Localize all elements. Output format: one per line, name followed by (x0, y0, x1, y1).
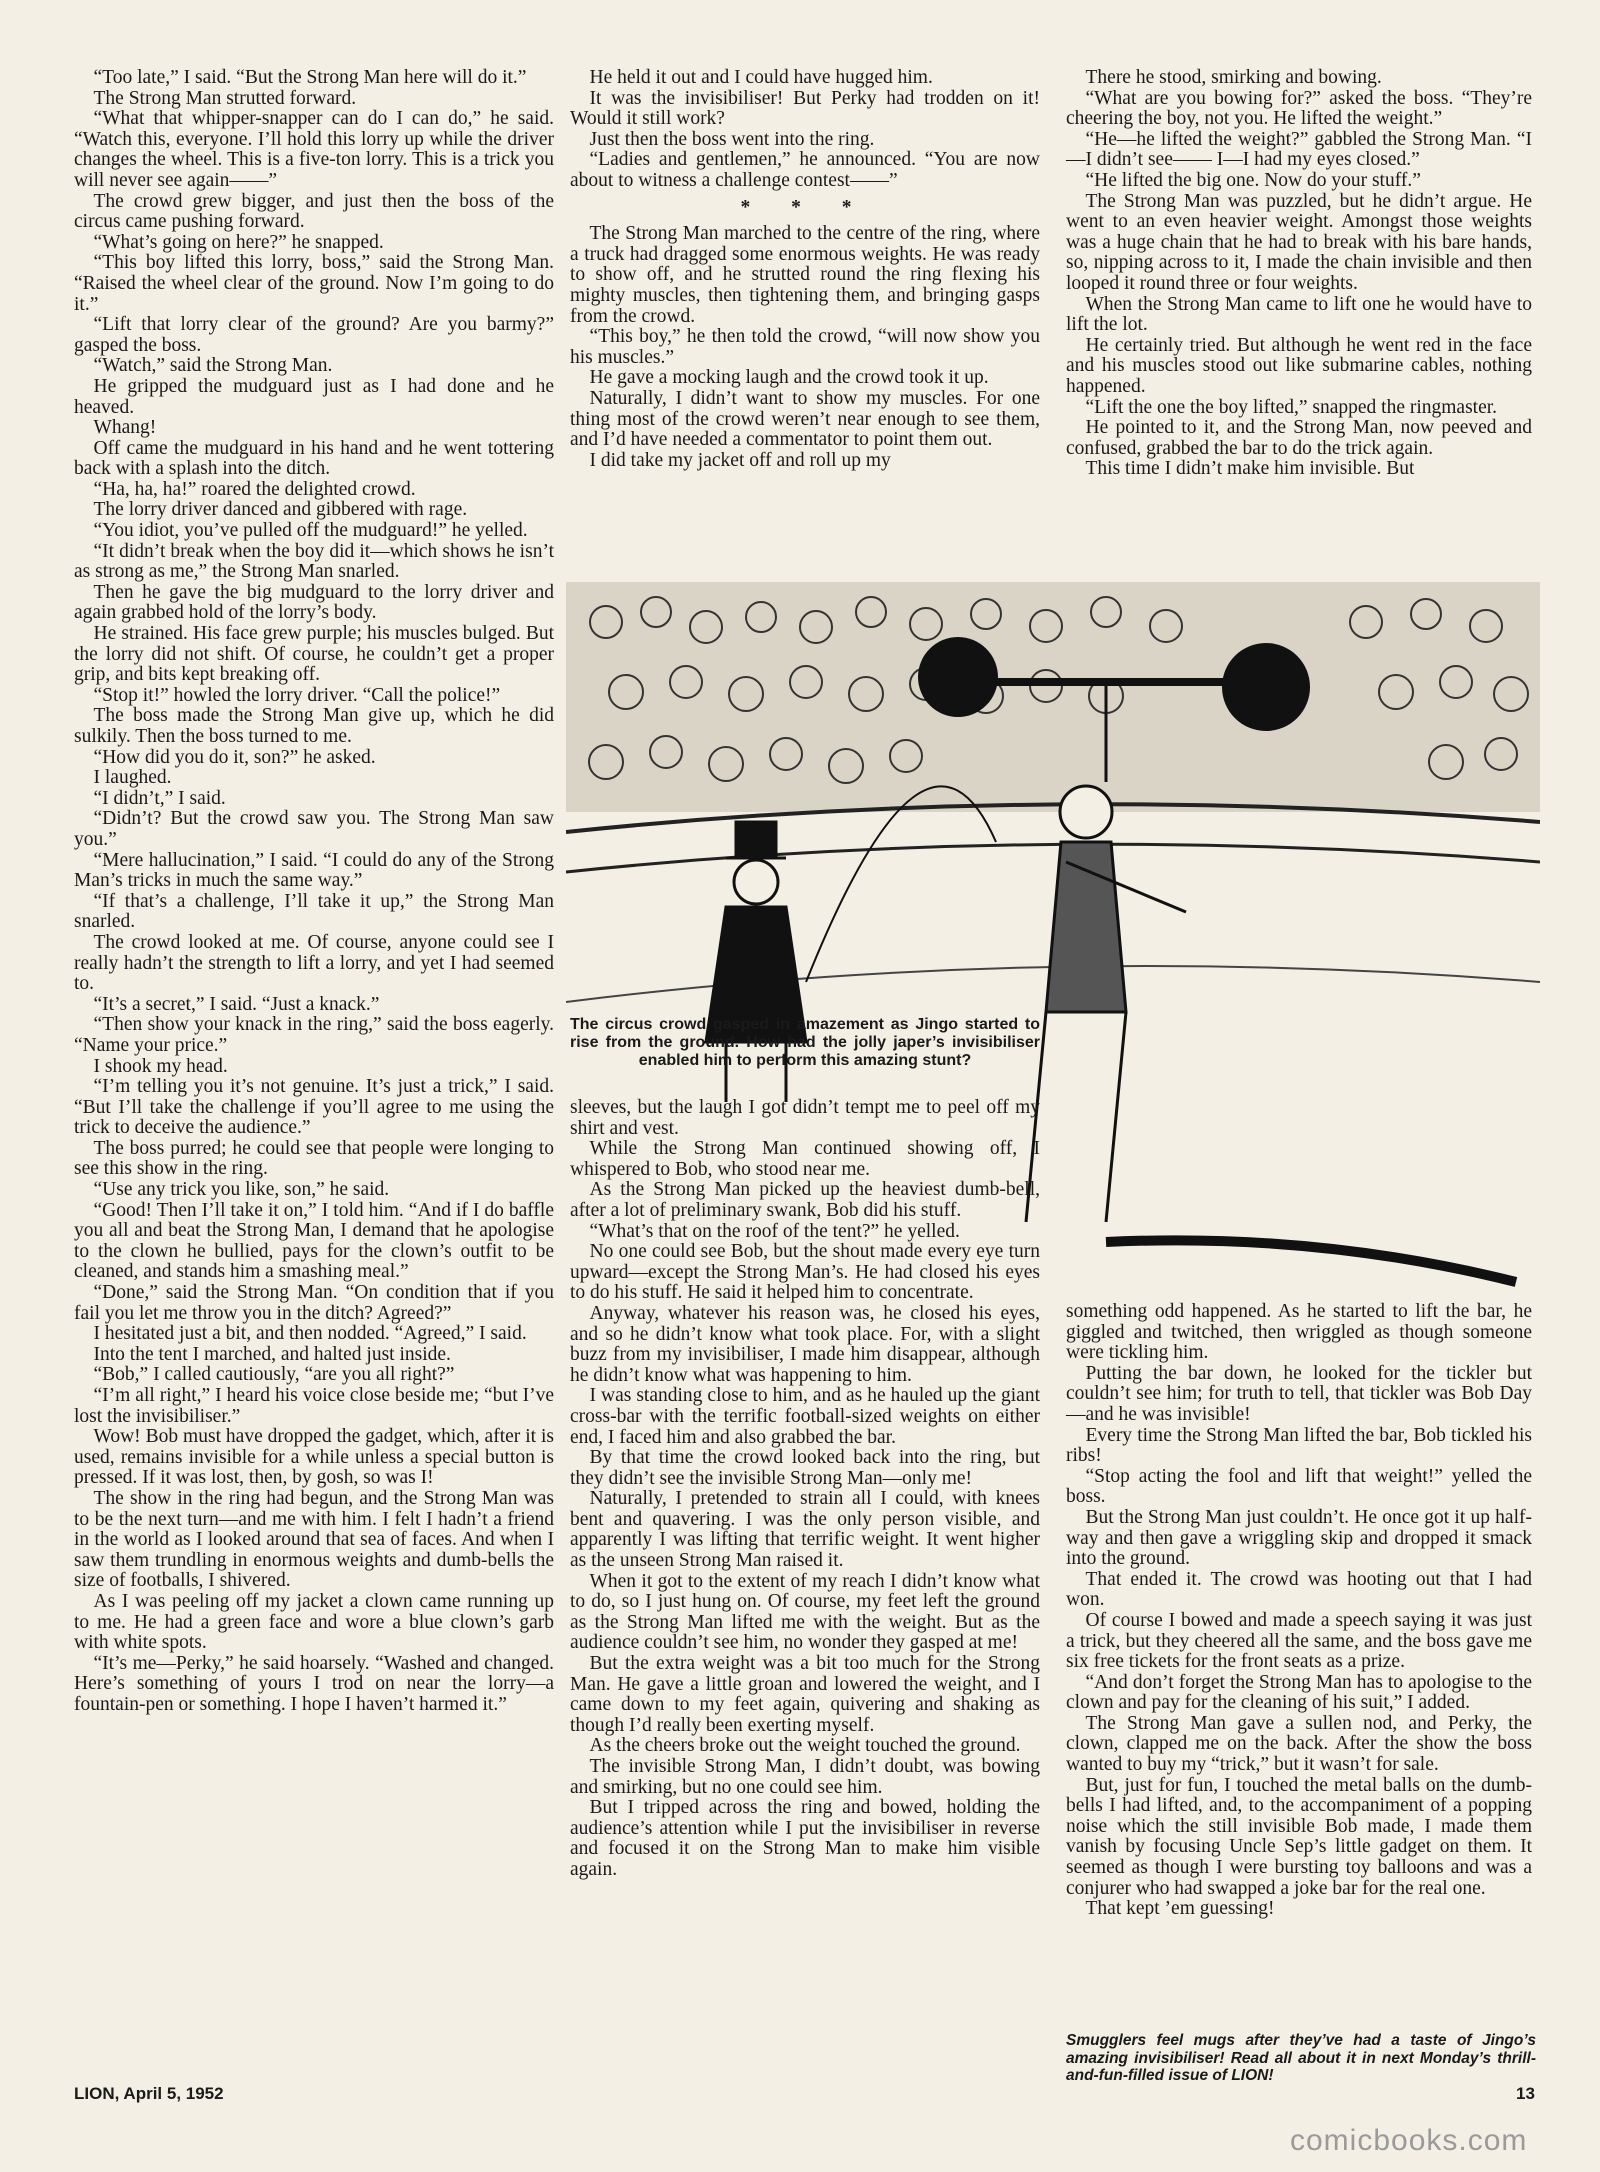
paragraph: Off came the mudguard in his hand and he went tottering back with a splash into the ditch. (74, 437, 554, 480)
paragraph: Every time the Strong Man lifted the bar, Bob tickled his ribs! (1066, 1424, 1532, 1467)
paragraph: It was the invisibiliser! But Perky had trodden on it! Would it still work? (570, 87, 1040, 130)
paragraph: Anyway, whatever his reason was, he closed his eyes, and so he didn’t know what took place. For, with a slight buzz from my invisibiliser, I made him disappear, although he didn’t know what was happening to him. (570, 1302, 1040, 1386)
paragraph: “What’s that on the roof of the tent?” he yelled. (589, 1220, 960, 1242)
paragraph: Of course I bowed and made a speech saying it was just a trick, but they cheered all the same, and the boss gave me six free tickets for the front seats as a prize. (1066, 1609, 1532, 1673)
paragraph: But, just for fun, I touched the metal balls on the dumb-bells I had lifted, and, to the accompaniment of a popping noise which the still invisible Bob made, I made them vanish by focusing Uncle Sep’s little gadget on them. It seemed as though I were bursting toy balloons and was a conjurer who had swapped a joke bar for the real one. (1066, 1774, 1532, 1899)
paragraph: “Ladies and gentlemen,” he announced. “You are now about to witness a challenge contest——” (570, 149, 1040, 191)
paragraph: When it got to the extent of my reach I didn’t know what to do, so I just hung on. Of course, my feet left the ground as the Strong Man lifted me with the weight. But as the audience couldn’t see him, no wonder they gasped at me! (570, 1570, 1040, 1654)
paragraph: “Lift that lorry clear of the ground? Are you barmy?” gasped the boss. (74, 314, 554, 356)
paragraph: “Lift the one the boy lifted,” snapped the ringmaster. (1085, 396, 1498, 418)
paragraph: He strained. His face grew purple; his muscles bulged. But the lorry did not shift. Of course, he couldn’t get a proper grip, and bits kept breaking off. (74, 623, 554, 686)
paragraph: “Watch,” said the Strong Man. (93, 355, 333, 377)
paragraph: Then he gave the big mudguard to the lorry driver and again grabbed hold of the lorry’s body. (74, 581, 554, 624)
paragraph: “Too late,” I said. “But the Strong Man here will do it.” (93, 67, 527, 88)
paragraph: “Stop it!” howled the lorry driver. “Call the police!” (93, 684, 501, 706)
paragraph: I was standing close to him, and as he hauled up the giant cross-bar with the terrific football-sized weights on either end, I faced him and also grabbed the bar. (570, 1385, 1040, 1448)
paragraph: As I was peeling off my jacket a clown came running up to me. He had a green face and wore a blue clown’s garb with white spots. (74, 1590, 554, 1654)
paragraph: Whang! (93, 417, 157, 439)
column-3-top (1066, 68, 1532, 480)
paragraph: “What’s going on here?” he snapped. (93, 231, 384, 253)
paragraph: Naturally, I didn’t want to show my muscles. For one thing most of the crowd weren’t near enough to see them, and I’d have needed a commentator to point them out. (570, 387, 1040, 451)
paragraph: The crowd looked at me. Of course, anyone could see I really hadn’t the strength to lift a lorry, and yet I had seemed to. (74, 931, 554, 995)
paragraph: No one could see Bob, but the shout made every eye turn upward—except the Strong Man’s. He had closed his eyes to do his stuff. He said it helped him to concentrate. (570, 1241, 1040, 1304)
paragraph: I did take my jacket off and roll up my (589, 449, 891, 471)
paragraph: “Ha, ha, ha!” roared the delighted crowd. (93, 478, 416, 500)
column-2-top (570, 68, 1040, 471)
paragraph: “He lifted the big one. Now do your stuff.” (1085, 169, 1421, 191)
paragraph: “Didn’t? But the crowd saw you. The Strong Man saw you.” (74, 808, 554, 850)
paragraph: “He—he lifted the weight?” gabbled the Strong Man. “I—I didn’t see—— I—I had my eyes closed.” (1066, 128, 1532, 171)
paragraph: Putting the bar down, he looked for the tickler but couldn’t see him; for truth to tell, that tickler was Bob Day—and he was invisible! (1066, 1362, 1532, 1425)
paragraph: “Mere hallucination,” I said. “I could do any of the Strong Man’s tricks in much the same way.” (74, 849, 554, 892)
paragraph: By that time the crowd looked back into the ring, but they didn’t see the invisible Strong Man—only me! (570, 1447, 1040, 1489)
paragraph: “You idiot, you’ve pulled off the mudguard!” he yelled. (93, 520, 528, 542)
paragraph: I laughed. (93, 767, 172, 789)
paragraph: This time I didn’t make him invisible. But (1085, 458, 1415, 480)
paragraph: “This boy,” he then told the crowd, “will now show you his muscles.” (570, 326, 1040, 368)
paragraph: The boss made the Strong Man give up, which he did sulkily. Then the boss turned to me. (74, 705, 554, 747)
paragraph: “I’m telling you it’s not genuine. It’s just a trick,” I said. “But I’ll take the challenge if you’ll agree to me using the trick to deceive the audience.” (74, 1076, 554, 1139)
paragraph: But I tripped across the ring and bowed, holding the audience’s attention while I put the invisibiliser in reverse and focused it on the Strong Man to make him visible again. (570, 1797, 1040, 1880)
issue-footer: LION, April 5, 1952 (74, 2084, 224, 2103)
paragraph: “Then show your knack in the ring,” said the boss eagerly. “Name your price.” (74, 1014, 554, 1056)
paragraph: I shook my head. (93, 1055, 228, 1077)
paragraph: The Strong Man strutted forward. (93, 87, 357, 109)
paragraph: The crowd grew bigger, and just then the boss of the circus came pushing forward. (74, 190, 554, 233)
paragraph: “Good! Then I’ll take it on,” I told him. “And if I do baffle you all and beat the Strong Man, I demand that he apologise to the clown he bullied, pays for the clown’s outfit to be cleaned, and stands him a smashing meal.” (74, 1199, 554, 1283)
paragraph: I hesitated just a bit, and then nodded. “Agreed,” I said. (93, 1323, 527, 1345)
paragraph: The Strong Man gave a sullen nod, and Perky, the clown, clapped me on the back. After the show the boss wanted to buy my “trick,” but it wasn’t for sale. (1066, 1712, 1532, 1776)
column-3-bottom (1066, 1302, 1532, 1920)
paragraph: That kept ’em guessing! (1085, 1898, 1275, 1920)
paragraph: Naturally, I pretended to strain all I could, with knees bent and quavering. I was the only person visible, and apparently I was lifting that terrific weight. It went higher as the unseen Strong Man raised it. (570, 1488, 1040, 1572)
paragraph: The show in the ring had begun, and the Strong Man was to be the next turn—and me with him. I felt I hadn’t a friend in the world as I looked around that sea of faces. And when I saw them trundling in enormous weights and dumb-bells the size of footballs, I shivered. (74, 1487, 554, 1592)
paragraph: “And don’t forget the Strong Man has to apologise to the clown and pay for the cleaning of his suit,” I added. (1066, 1671, 1532, 1714)
paragraph: The Strong Man was puzzled, but he didn’t argue. He went to an even heavier weight. Amongst those weights was a huge chain that he had to break with his bare hands, so, nipping across to it, I made the chain invisible and then looped it round three or four weights. (1066, 190, 1532, 294)
paragraph: As the Strong Man picked up the heaviest dumb-bell, after a lot of preliminary swank, Bob did his stuff. (570, 1179, 1040, 1221)
paragraph: The boss purred; he could see that people were longing to see this show in the ring. (74, 1137, 554, 1180)
paragraph: sleeves, but the laugh I got didn’t tempt me to peel off my shirt and vest. (570, 1097, 1040, 1139)
paragraph: “What are you bowing for?” asked the boss. “They’re cheering the boy, not you. He lifted the weight.” (1066, 87, 1532, 130)
paragraph: “Done,” said the Strong Man. “On condition that if you fail you let me throw you in the ditch? Agreed?” (74, 1282, 554, 1324)
paragraph: There he stood, smirking and bowing. (1085, 67, 1382, 88)
paragraph: The invisible Strong Man, I didn’t doubt, was bowing and smirking, but no one could see him. (570, 1756, 1040, 1798)
paragraph: “I’m all right,” I heard his voice close beside me; “but I’ve lost the invisibiliser.” (74, 1385, 554, 1427)
page-number: 13 (1516, 2084, 1535, 2103)
next-issue-teaser: Smugglers feel mugs after they’ve had a taste of Jingo’s amazing invisibiliser! Read all about it in next Monday’s thrill-and-fun-filled issue of LION! (1066, 2032, 1536, 2084)
paragraph: “Use any trick you like, son,” he said. (93, 1179, 390, 1201)
paragraph: As the cheers broke out the weight touched the ground. (589, 1735, 1021, 1757)
paragraph: “If that’s a challenge, I’ll take it up,” the Strong Man snarled. (74, 890, 554, 933)
paragraph: “It’s a secret,” I said. “Just a knack.” (93, 993, 380, 1015)
paragraph: Wow! Bob must have dropped the gadget, which, after it is used, remains invisible for a while unless a special button is pressed. If it was lost, then, by gosh, so was I! (74, 1426, 554, 1489)
paragraph: He gripped the mudguard just as I had done and he heaved. (74, 375, 554, 418)
paragraph: “This boy lifted this lorry, boss,” said the Strong Man. “Raised the wheel clear of the ground. Now I’m going to do it.” (74, 252, 554, 315)
paragraph: But the extra weight was a bit too much for the Strong Man. He gave a little groan and lowered the weight, and I came down to my feet again, quivering and shaking as though I’d really been exerting myself. (570, 1653, 1040, 1736)
paragraph: He held it out and I could have hugged him. (589, 67, 933, 88)
paragraph: “Stop acting the fool and lift that weight!” yelled the boss. (1066, 1465, 1532, 1508)
paragraph: “How did you do it, son?” he asked. (93, 746, 376, 768)
paragraph: “I didn’t,” I said. (93, 787, 226, 809)
paragraph: He certainly tried. But although he went red in the face and his muscles stood out like submarine cables, nothing happened. (1066, 334, 1532, 397)
paragraph: That ended it. The crowd was hooting out that I had won. (1066, 1568, 1532, 1611)
paragraph: “It didn’t break when the boy did it—which shows he isn’t as strong as me,” the Strong Man snarled. (74, 540, 554, 583)
paragraph: The Strong Man marched to the centre of the ring, where a truck had dragged some enormous weights. He was ready to show off, and he strutted round the ring flexing his mighty muscles, then tightening them, and bringing gasps from the crowd. (570, 223, 1040, 327)
paragraph: The lorry driver danced and gibbered with rage. (93, 499, 468, 521)
paragraph: “It’s me—Perky,” he said hoarsely. “Washed and changed. Here’s something of yours I trod on near the lorry—a fountain-pen or something. I hope I haven’t harmed it.” (74, 1652, 554, 1715)
paragraph: Just then the boss went into the ring. (589, 128, 875, 150)
paragraph: Into the tent I marched, and halted just inside. (93, 1343, 451, 1365)
paragraph: He gave a mocking laugh and the crowd took it up. (589, 367, 989, 389)
section-break: * * * (740, 196, 870, 218)
watermark: comicbooks.com (1290, 2124, 1528, 2157)
paragraph: But the Strong Man just couldn’t. He once got it up half-way and then gave a wriggling skip and dropped it smack into the ground. (1066, 1506, 1532, 1570)
paragraph: “What that whipper-snapper can do I can do,” he said. “Watch this, everyone. I’ll hold this lorry up while the driver changes the wheel. This is a five-ton lorry. This is a trick you will never see again——” (74, 108, 554, 191)
paragraph: “Bob,” I called cautiously, “are you all right?” (93, 1364, 455, 1386)
column-2-bottom (570, 1098, 1040, 1881)
paragraph: When the Strong Man came to lift one he would have to lift the lot. (1066, 293, 1532, 336)
illustration-caption: The circus crowd gasped in amazement as Jingo started to rise from the ground. How had the jolly japer’s invisibiliser enabled him to perform this amazing stunt? (570, 1016, 1040, 1069)
paragraph: something odd happened. As he started to lift the bar, he giggled and twitched, then wriggled as though someone were tickling him. (1066, 1301, 1532, 1364)
column-1 (74, 68, 554, 1716)
paragraph: While the Strong Man continued showing off, I whispered to Bob, who stood near me. (570, 1138, 1040, 1180)
paragraph: He pointed to it, and the Strong Man, now peeved and confused, grabbed the bar to do the trick again. (1066, 417, 1532, 459)
